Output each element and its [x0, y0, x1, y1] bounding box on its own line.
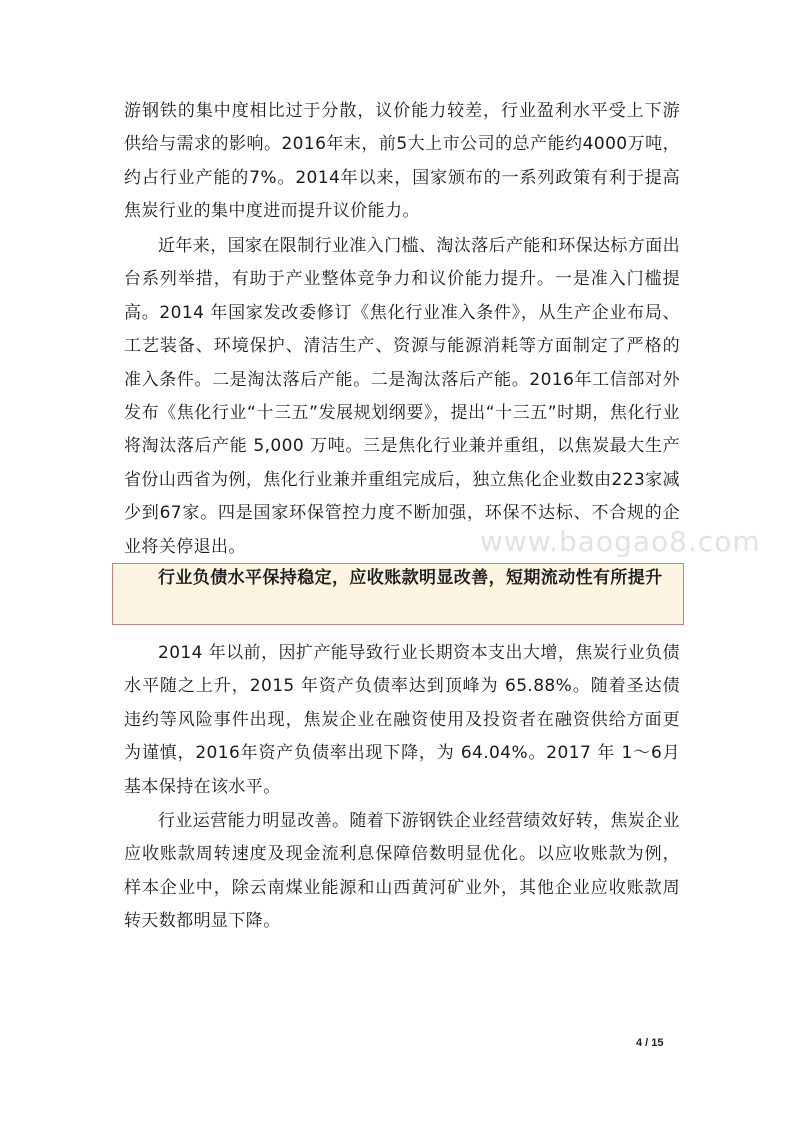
paragraph-debt: 2014 年以前，因扩产能导致行业长期资本支出大增，焦炭行业负债水平随之上升，2015 年资产负债率达到顶峰为 65.88%。随着圣达债违约等风险事件出现，焦炭企业在融资使用及投资者在融资供给方面更为谨慎，2016年资产负债率出现下降，为 64.04%。2017 年 1～6月基本保持在该水平。 — [124, 643, 680, 797]
paragraph-policy: 近年来，国家在限制行业准入门槛、淘汰落后产能和环保达标方面出台系列举措，有助于产业整体竞争力和议价能力提升。一是准入门槛提高。2014 年国家发改委修订《焦化行业准入条件》，从生产企业布局、工艺装备、环境保护、清洁生产、资源与能源消耗等方面制定了严格的准入条件。二是淘汰落后产能。二是淘汰落后产能。2016年工信部对外发布《焦化行业“十三五”发展规划纲要》，提出“十三五”时期，焦化行业将淘汰落后产能 5,000 万吨。三是焦化行业兼并重组，以焦炭最大生产省份山西省为例，焦化行业兼并重组完成后，独立焦化企业数由223家减少到67家。四是国家环保管控力度不断加强，环保不达标、不合规的企业将关停退出。 — [124, 236, 680, 557]
watermark: www.baogao8.com — [480, 525, 761, 558]
paragraph-concentration: 游钢铁的集中度相比过于分散，议价能力较差，行业盈利水平受上下游供给与需求的影响。2016年末，前5大上市公司的总产能约4000万吨，约占行业产能的7%。2014年以来，国家颁布的一系列政策有利于提高焦炭行业的集中度进而提升议价能力。 — [124, 101, 680, 222]
section-heading: 行业负债水平保持稳定，应收账款明显改善，短期流动性有所提升 — [158, 568, 663, 588]
paragraph-operations: 行业运营能力明显改善。随着下游钢铁企业经营绩效好转，焦炭企业应收账款周转速度及现金流利息保障倍数明显优化。以应收账款为例，样本企业中，除云南煤业能源和山西黄河矿业外，其他企业应收账款周转天数都明显下降。 — [124, 811, 680, 932]
page-number: 4 / 15 — [636, 1037, 664, 1049]
